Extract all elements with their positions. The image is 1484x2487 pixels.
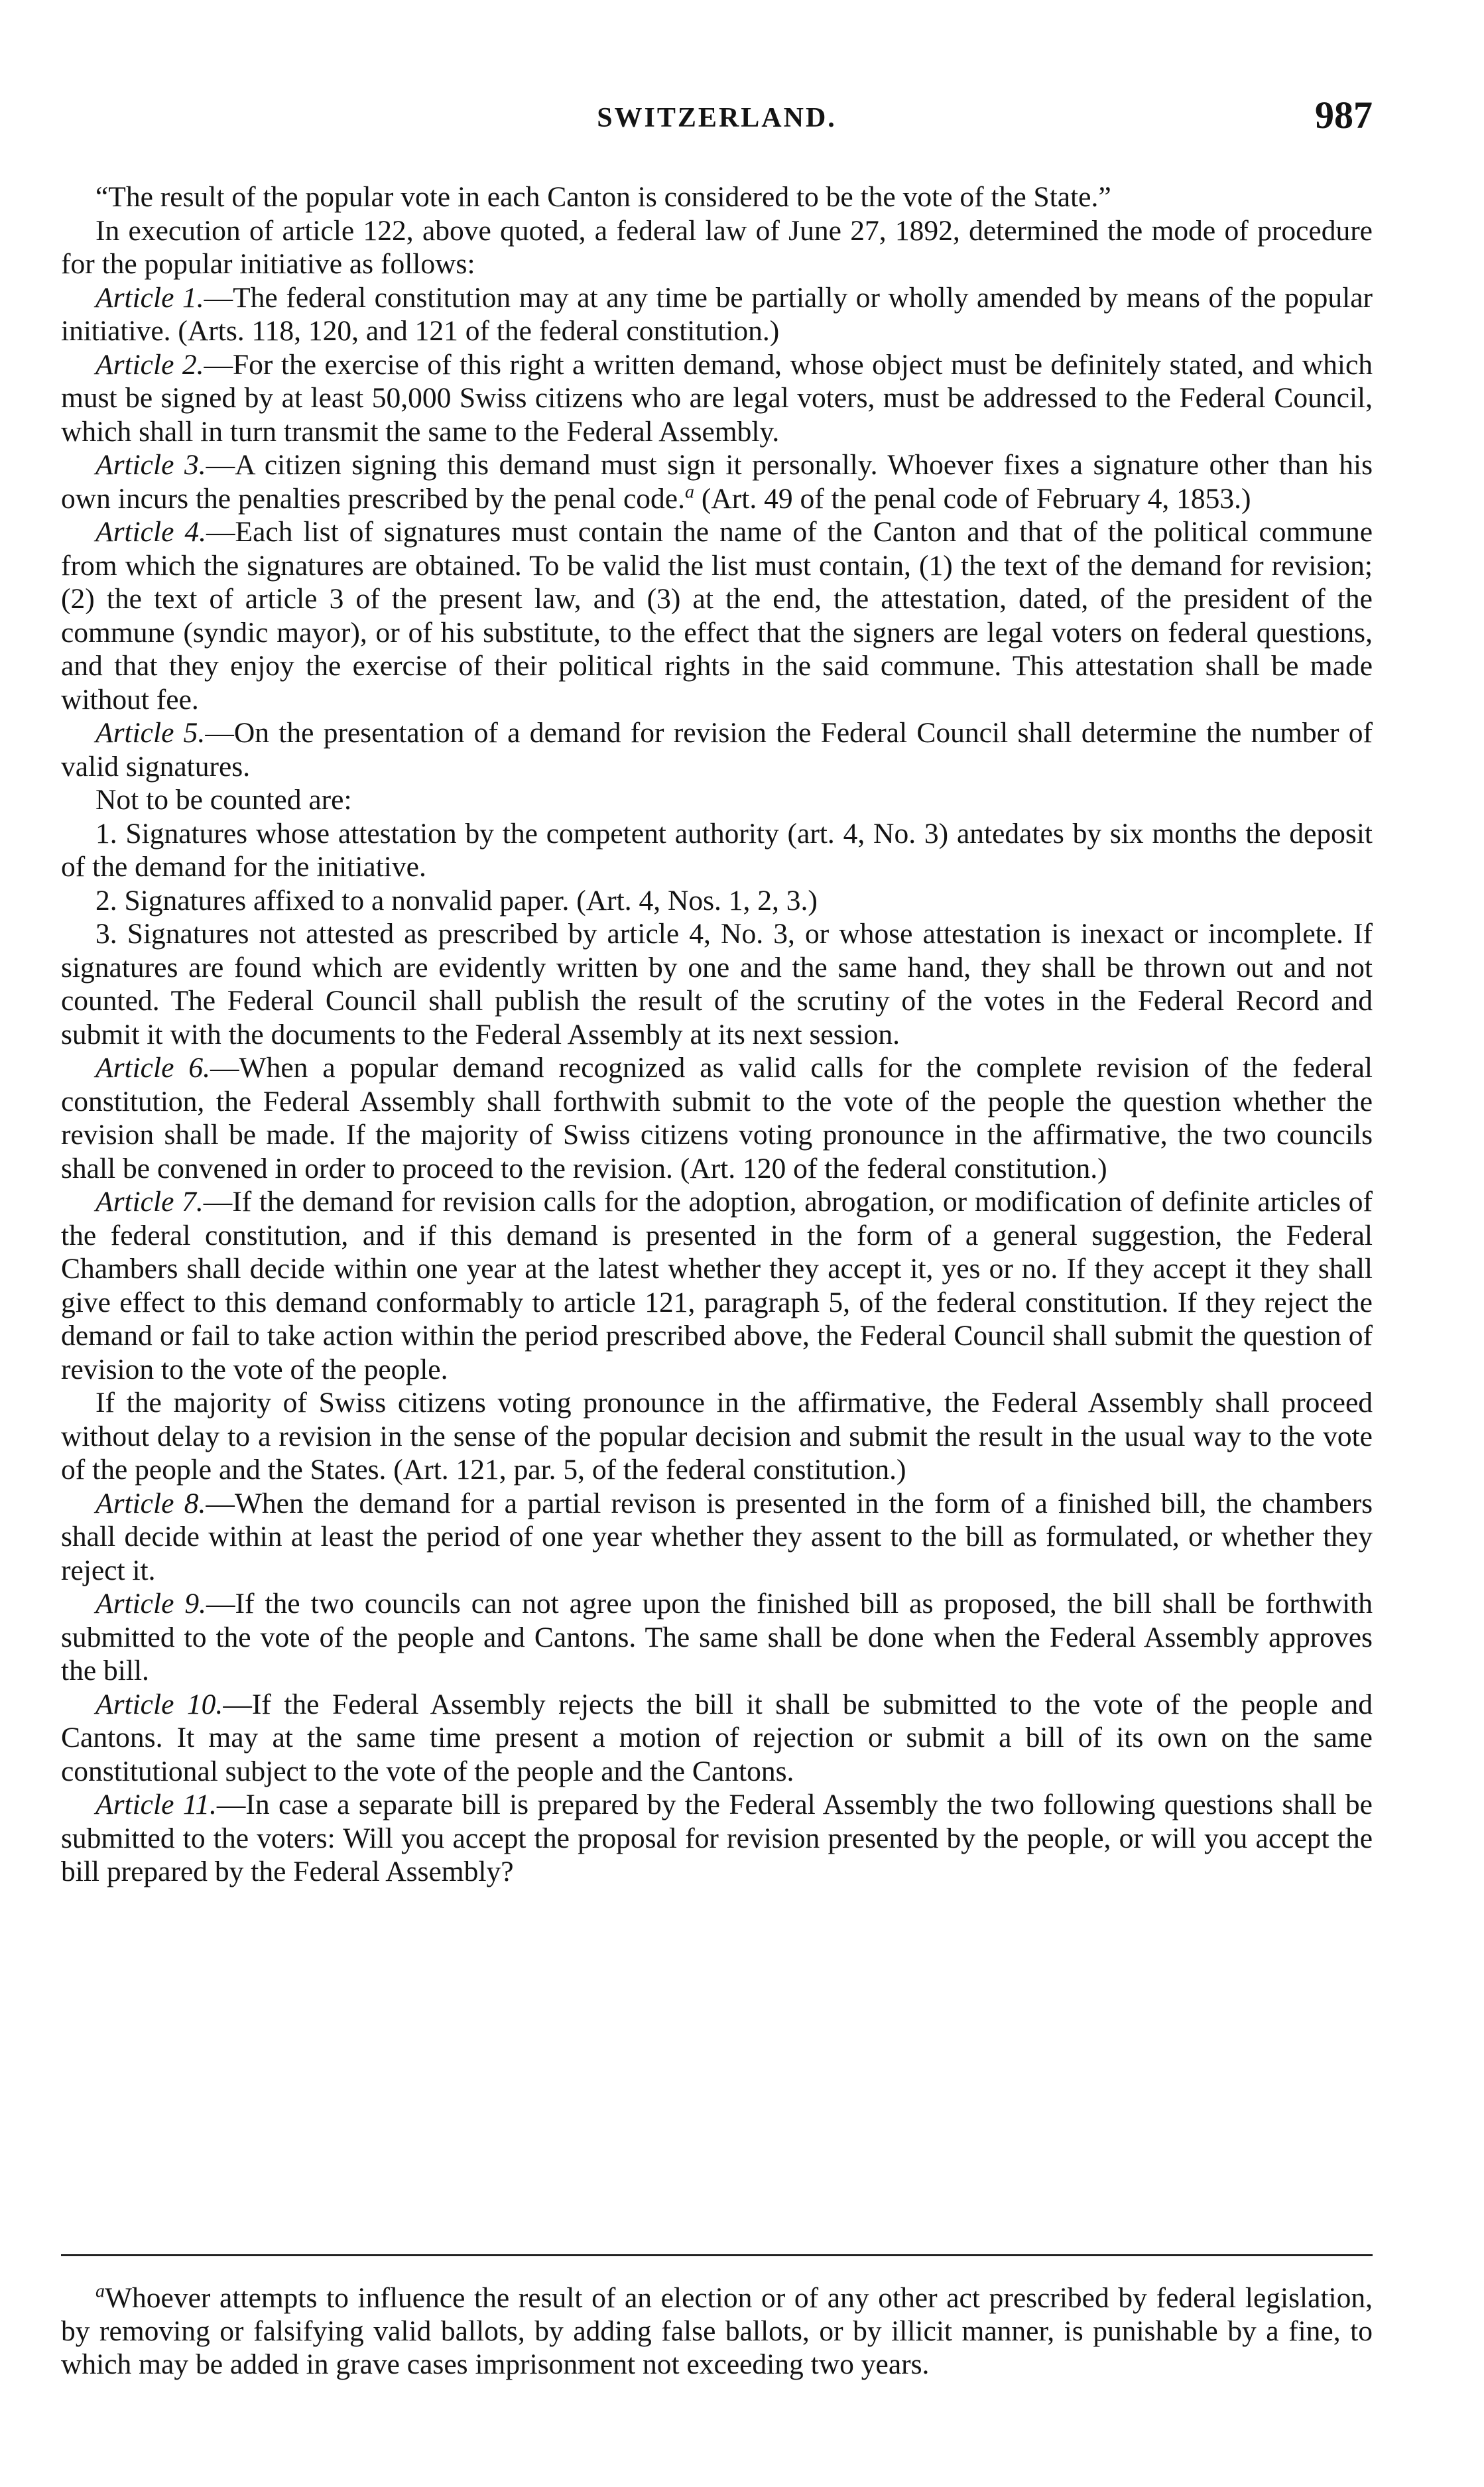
paragraph: [61, 1386, 1373, 1487]
paragraph: [61, 214, 1373, 281]
article-text: —If the Federal Assembly rejects the bill it shall be submitted to the vote of the people and Cantons. It may at the same time present a motion of rejection or submit a bill of its own on the same constitutional subject to the vote of the people and the Cantons.: [61, 1688, 1373, 1787]
article-7: [61, 1185, 1373, 1386]
article-text: —In case a separate bill is prepared by the Federal Assembly the two following questions shall be submitted to the voters: Will you accept the proposal for revision presented by the people, or will you accept the bill prepared by the Federal Assembly?: [61, 1789, 1373, 1887]
page-number: 987: [1315, 94, 1373, 137]
article-label: Article 2.: [95, 348, 204, 381]
paragraph-text: In execution of article 122, above quoted, a federal law of June 27, 1892, determined the mode of procedure for the popular initiative as follows:: [61, 214, 1373, 280]
article-5: [61, 716, 1373, 783]
article-text: —When a popular demand recognized as valid calls for the complete revision of the federal constitution, the Federal Assembly shall forthwith submit to the vote of the people the question whether the revision shall be made. If the majority of Swiss citizens voting pronounce in the affirmative, the two councils shall be convened in order to proceed to the revision. (Art. 120 of the federal constitution.): [61, 1052, 1373, 1184]
article-label: Article 5.: [95, 717, 206, 749]
article-text: —When the demand for a partial revison is presented in the form of a finished bill, the chambers shall decide within at least the period of one year whether they assent to the bill as formulated, or whether they reject it.: [61, 1487, 1373, 1586]
footnote-divider: [61, 2254, 1373, 2256]
article-text-continued: (Art. 49 of the penal code of February 4, 1853.): [694, 482, 1251, 515]
running-title: SWITZERLAND.: [597, 103, 837, 133]
list-item: [61, 884, 1373, 918]
article-label: Article 9.: [95, 1588, 206, 1620]
footnote-paragraph: [61, 2281, 1373, 2381]
article-label: Article 11.: [95, 1789, 217, 1820]
article-9: [61, 1587, 1373, 1688]
paragraph: [61, 783, 1373, 817]
list-item: [61, 917, 1373, 1051]
article-10: [61, 1688, 1373, 1789]
article-text: —If the two councils can not agree upon the finished bill as proposed, the bill shall be forthwith submitted to the vote of the people and Cantons. The same shall be done when the Federal Assembly approves the bill.: [61, 1588, 1373, 1687]
article-text: —A citizen signing this demand must sign it personally. Whoever fixes a signature other than his own incurs the penalties prescribed by the penal code.: [61, 449, 1373, 515]
article-text: —For the exercise of this right a written demand, whose object must be definitely stated, and which must be signed by at least 50,000 Swiss citizens who are legal voters, must be addressed to the Federal Council, which shall in turn transmit the same to the Federal Assembly.: [61, 348, 1373, 448]
article-label: Article 4.: [95, 516, 207, 548]
article-label: Article 10.: [95, 1688, 223, 1720]
footnote-mark: a: [95, 2281, 105, 2302]
article-label: Article 1.: [95, 281, 204, 314]
article-11: [61, 1788, 1373, 1889]
list-item-text: 2. Signatures affixed to a nonvalid paper. (Art. 4, Nos. 1, 2, 3.): [95, 884, 818, 917]
article-3: [61, 448, 1373, 515]
paragraph-text: Not to be counted are:: [95, 784, 352, 816]
article-label: Article 3.: [95, 449, 206, 481]
article-label: Article 7.: [95, 1186, 204, 1218]
article-text: —On the presentation of a demand for revision the Federal Council shall determine the number of valid signatures.: [61, 717, 1373, 783]
article-8: [61, 1487, 1373, 1588]
article-6: [61, 1051, 1373, 1185]
paragraph: [61, 180, 1373, 214]
footnote-reference[interactable]: a: [684, 481, 694, 502]
article-2: [61, 348, 1373, 449]
article-1: [61, 281, 1373, 348]
article-label: Article 6.: [95, 1052, 211, 1084]
list-item-text: 3. Signatures not attested as prescribed by article 4, No. 3, or whose attestation is inexact or incomplete. If signatures are found which are evidently written by one and the same hand, they shall be thrown out and not counted. The Federal Council shall publish the result of the scrutiny of the votes in the Federal Record and submit it with the documents to the Federal Assembly at its next session.: [61, 918, 1373, 1051]
body-text: [61, 180, 1373, 1889]
footnote-text: Whoever attempts to influence the result of an election or of any other act prescribed by federal legislation, by removing or falsifying valid ballots, by adding false ballots, or by illicit manner, is punishable by a fine, to which may be added in grave cases imprisonment not exceeding two years.: [61, 2282, 1373, 2380]
paragraph-text: If the majority of Swiss citizens voting pronounce in the affirmative, the Federal Assembly shall proceed without delay to a revision in the sense of the popular decision and submit the result in the usual way to the vote of the people and the States. (Art. 121, par. 5, of the federal constitution.): [61, 1387, 1373, 1486]
article-label: Article 8.: [95, 1487, 206, 1519]
list-item: [61, 817, 1373, 884]
article-4: [61, 515, 1373, 716]
footnote: [61, 2281, 1373, 2381]
list-item-text: 1. Signatures whose attestation by the competent authority (art. 4, No. 3) antedates by six months the deposit of the demand for the initiative.: [61, 817, 1373, 883]
page-header: [61, 93, 1373, 146]
paragraph-text: “The result of the popular vote in each Canton is considered to be the vote of the State.”: [95, 181, 1111, 213]
article-text: —Each list of signatures must contain the name of the Canton and that of the political commune from which the signatures are obtained. To be valid the list must contain, (1) the text of the demand for revision; (2) the text of article 3 of the present law, and (3) at the end, the attestation, dated, of the president of the commune (syndic mayor), or of his substitute, to the effect that the signers are legal voters on federal questions, and that they enjoy the exercise of their political rights in the said commune. This attestation shall be made without fee.: [61, 516, 1373, 716]
article-text: —If the demand for revision calls for the adoption, abrogation, or modification of definite articles of the federal constitution, and if this demand is presented in the form of a general suggestion, the Federal Chambers shall decide within one year at the latest whether they accept it, yes or no. If they accept it they shall give effect to this demand conformably to article 121, paragraph 5, of the federal constitution. If they reject the demand or fail to take action within the period prescribed above, the Federal Council shall submit the question of revision to the vote of the people.: [61, 1186, 1373, 1385]
article-text: —The federal constitution may at any time be partially or wholly amended by means of the popular initiative. (Arts. 118, 120, and 121 of the federal constitution.): [61, 281, 1373, 347]
